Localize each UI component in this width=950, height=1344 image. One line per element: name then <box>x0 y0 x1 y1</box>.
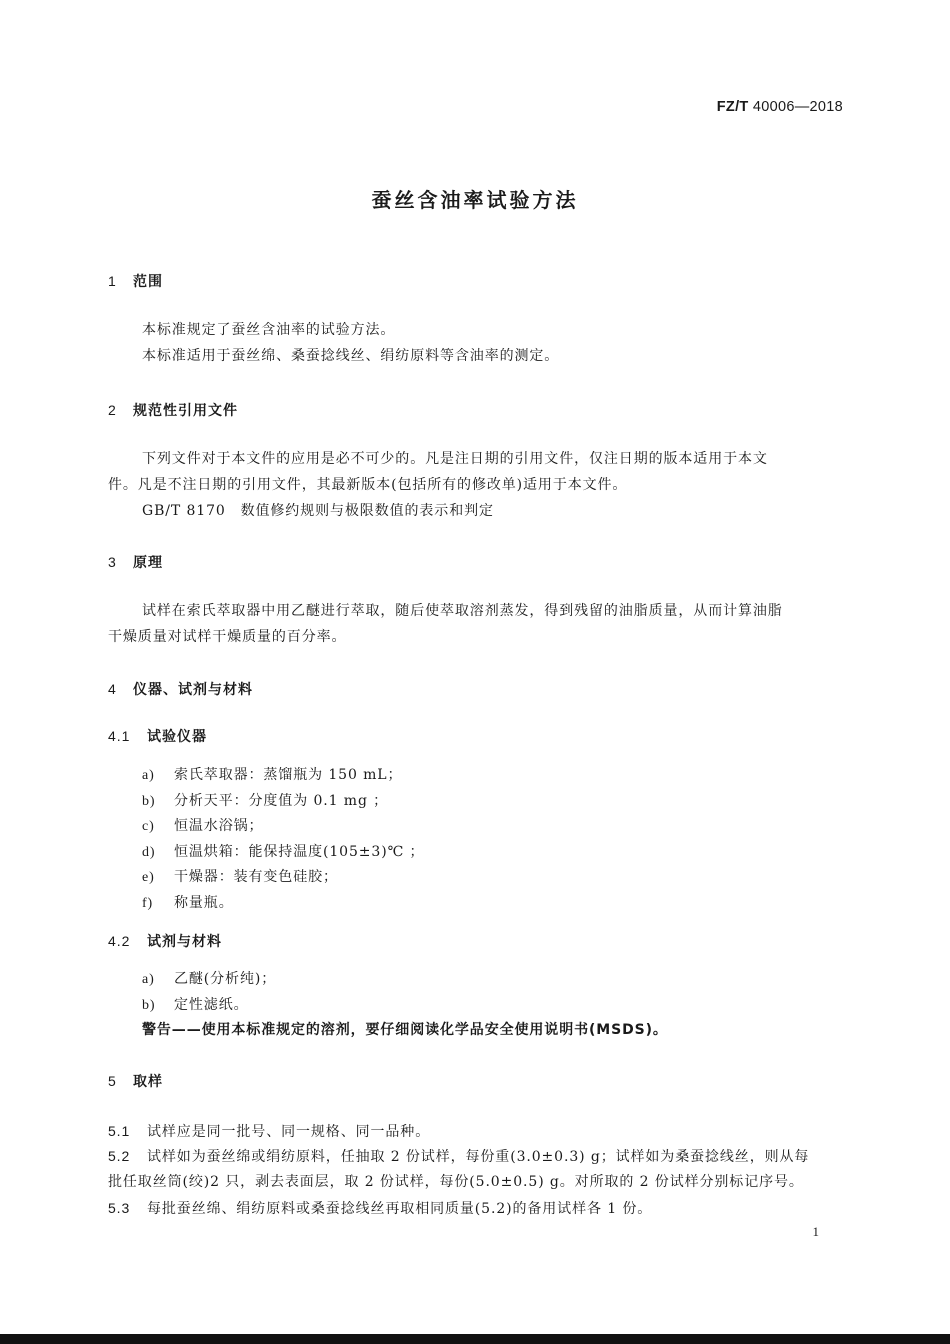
list-item: d) 恒温烘箱：能保持温度(105±3)℃ ； <box>142 844 425 860</box>
section-title: 范围 <box>133 274 163 290</box>
list-item: f) 称量瓶。 <box>142 895 234 911</box>
subsection-title: 试验仪器 <box>147 729 207 745</box>
paragraph: 本标准适用于蚕丝绵、桑蚕捻线丝、绢纺原料等含油率的测定。 <box>142 348 560 364</box>
list-item: b) 定性滤纸。 <box>142 997 249 1013</box>
section-5-heading <box>108 1071 163 1091</box>
paragraph-line: 件。凡是不注日期的引用文件，其最新版本(包括所有的修改单)适用于本文件。 <box>108 477 628 493</box>
section-title: 规范性引用文件 <box>133 403 238 419</box>
safety-warning: 警告——使用本标准规定的溶剂，要仔细阅读化学品安全使用说明书(MSDS)。 <box>142 1022 668 1038</box>
clause-5-2-line1: 5.2 试样如为蚕丝绵或绢纺原料，任抽取 2 份试样，每份重(3.0±0.3) g；试样如为桑蚕捻线丝，则从每 <box>108 1148 810 1165</box>
clause-5-1: 5.1 试样应是同一批号、同一规格、同一品种。 <box>108 1123 431 1140</box>
paragraph-line: 下列文件对于本文件的应用是必不可少的。凡是注日期的引用文件，仅注日期的版本适用于本文 <box>142 451 768 467</box>
paragraph-line: 干燥质量对试样干燥质量的百分率。 <box>108 629 347 645</box>
clause-5-3: 5.3 每批蚕丝绵、绢纺原料或桑蚕捻线丝再取相同质量(5.2)的备用试样各 1 份。 <box>108 1200 653 1217</box>
list-item: a) 乙醚(分析纯)； <box>142 971 277 987</box>
section-number: 3 <box>108 554 117 570</box>
section-2-heading <box>108 400 238 420</box>
standard-code-prefix: FZ/T <box>716 99 749 115</box>
subsection-number: 4.2 <box>108 933 131 949</box>
section-title: 仪器、试剂与材料 <box>133 682 253 698</box>
paragraph: 本标准规定了蚕丝含油率的试验方法。 <box>142 322 396 338</box>
section-3-heading <box>108 552 163 572</box>
section-title: 取样 <box>133 1074 163 1090</box>
clause-5-2-line2: 批任取丝筒(绞)2 只，剥去表面层，取 2 份试样，每份(5.0±0.5) g。对所取的 2 份试样分别标记序号。 <box>108 1174 804 1190</box>
list-item: c) 恒温水浴锅； <box>142 818 264 834</box>
list-item: b) 分析天平：分度值为 0.1 mg ； <box>142 793 389 809</box>
section-title: 原理 <box>133 555 163 571</box>
subsection-4-2-heading <box>108 931 222 951</box>
page-number: 1 <box>812 1224 819 1239</box>
section-number: 1 <box>108 273 117 289</box>
section-number: 4 <box>108 681 117 697</box>
subsection-number: 4.1 <box>108 728 131 744</box>
paragraph-line: 试样在索氏萃取器中用乙醚进行萃取，随后使萃取溶剂蒸发，得到残留的油脂质量，从而计算油脂 <box>142 603 783 619</box>
subsection-title: 试剂与材料 <box>147 934 222 950</box>
section-1-heading <box>108 271 163 291</box>
standard-code-number: 40006—2018 <box>752 99 843 115</box>
standard-code <box>717 99 843 115</box>
section-number: 5 <box>108 1073 117 1089</box>
list-item: a) 索氏萃取器：蒸馏瓶为 150 mL； <box>142 767 403 783</box>
list-item: e) 干燥器：装有变色硅胶； <box>142 869 338 885</box>
document-title: 蚕丝含油率试验方法 <box>371 188 579 212</box>
normative-reference: GB/T 8170 数值修约规则与极限数值的表示和判定 <box>142 503 494 519</box>
bottom-edge-bar <box>0 1334 950 1344</box>
section-4-heading <box>108 679 253 699</box>
section-number: 2 <box>108 402 117 418</box>
subsection-4-1-heading <box>108 726 207 746</box>
